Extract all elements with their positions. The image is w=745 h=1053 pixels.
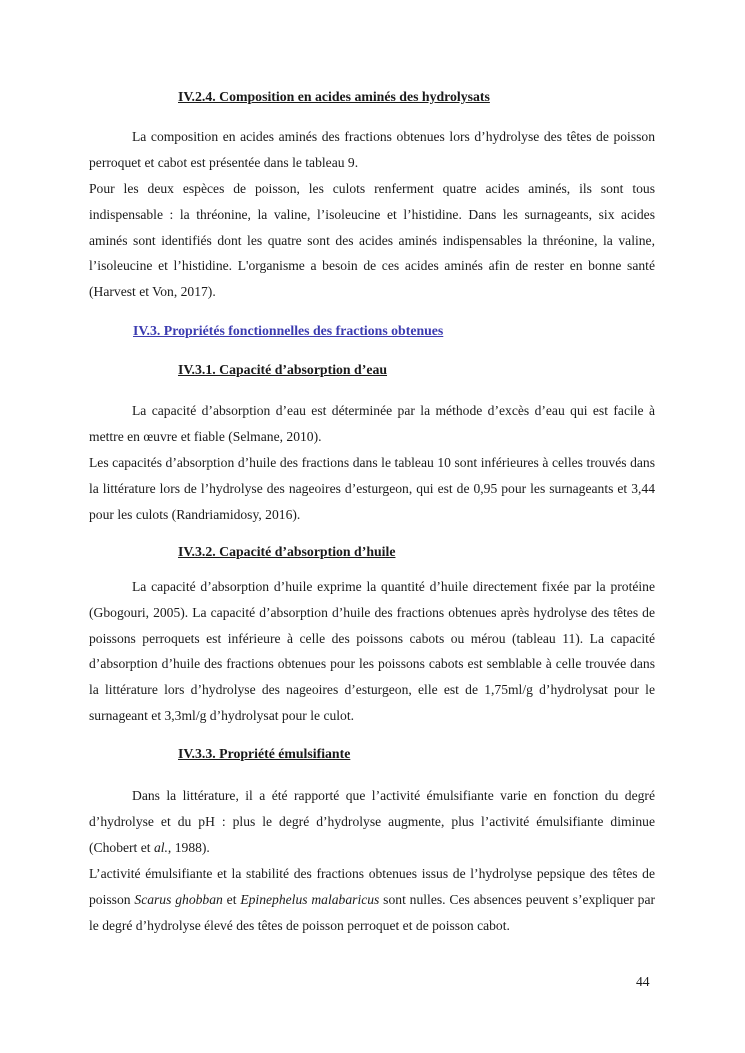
- paragraph-text: Pour les deux espèces de poisson, les culots renferment quatre acides aminés, ils sont tous indispensable : la thréonine, la valine, l’isoleucine et l’histidine. Dans les surnageants, six acides aminés sont identifiés dont les quatre sont des acides aminés indispensables la thréonine, la valine, l’isoleucine et l’histidine. L'organisme a besoin de ces acides aminés afin de rester en bonne santé (Harvest et Von, 2017).: [89, 181, 655, 300]
- section-heading-oil-absorption: IV.3.2. Capacité d’absorption d’huile: [178, 544, 396, 559]
- paragraph-text: La capacité d’absorption d’huile exprime la quantité d’huile directement fixée par la protéine (Gbogouri, 2005). La capacité d’absorption d’huile des fractions obtenues après hydrolyse des têtes de poissons perroquets est inférieure à celle des poissons cabots ou mérou (tableau 11). La capacité d’absorption d’huile des fractions obtenues pour les poissons cabots est semblable à celle trouvée dans la littérature lors d’hydrolyse des nageoires d’esturgeon, elle est de 1,75ml/g d’hydrolysat pour le surnageant et 3,3ml/g d’hydrolysat pour le culot.: [89, 579, 655, 723]
- paragraph-text: Les capacités d’absorption d’huile des fractions dans le tableau 10 sont inférieures à celles trouvés dans la littérature lors de l’hydrolyse des nageoires d’esturgeon, qui est de 0,95 pour les surnageants et 3,44 pour les culots (Randriamidosy, 2016).: [89, 455, 655, 522]
- paragraph-text: La composition en acides aminés des fractions obtenues lors d’hydrolyse des têtes de poisson perroquet et cabot est présentée dans le tableau 9.: [89, 129, 655, 170]
- paragraph: [89, 398, 655, 450]
- section-heading-functional-properties: IV.3. Propriétés fonctionnelles des fractions obtenues: [133, 323, 444, 338]
- section-heading-amino-acid-composition: IV.2.4. Composition en acides aminés des hydrolysats: [178, 89, 490, 104]
- section-heading-water-absorption: IV.3.1. Capacité d’absorption d’eau: [178, 362, 388, 377]
- paragraph: [89, 176, 655, 305]
- citation-et-al: al.: [153, 839, 168, 855]
- paragraph: [89, 124, 655, 176]
- species-name: Epinephelus malabaricus: [240, 891, 380, 907]
- paragraph: [89, 574, 655, 729]
- paragraph: L’activité émulsifiante et la stabilité des fractions obtenues issus de l’hydrolyse pepsique des têtes de poisson Scarus ghobban et Epinephelus malabaricus sont nulles. Ces absences peuvent s’expliquer par le degré d’hydrolyse élevé des têtes de poisson perroquet et de poisson cabot.: [89, 866, 656, 933]
- section-heading-emulsifying-property: IV.3.3. Propriété émulsifiante: [178, 746, 351, 761]
- paragraph: Dans la littérature, il a été rapporté que l’activité émulsifiante varie en fonction du degré d’hydrolyse et du pH : plus le degré d’hydrolyse augmente, plus l’activité émulsifiante diminue (Chobert et al., 1988).: [89, 788, 655, 855]
- page-number: 44: [636, 974, 650, 989]
- species-name: Scarus ghobban: [134, 891, 223, 907]
- paragraph: [89, 450, 655, 527]
- paragraph-text: La capacité d’absorption d’eau est déterminée par la méthode d’excès d’eau qui est facile à mettre en œuvre et fiable (Selmane, 2010).: [89, 403, 655, 444]
